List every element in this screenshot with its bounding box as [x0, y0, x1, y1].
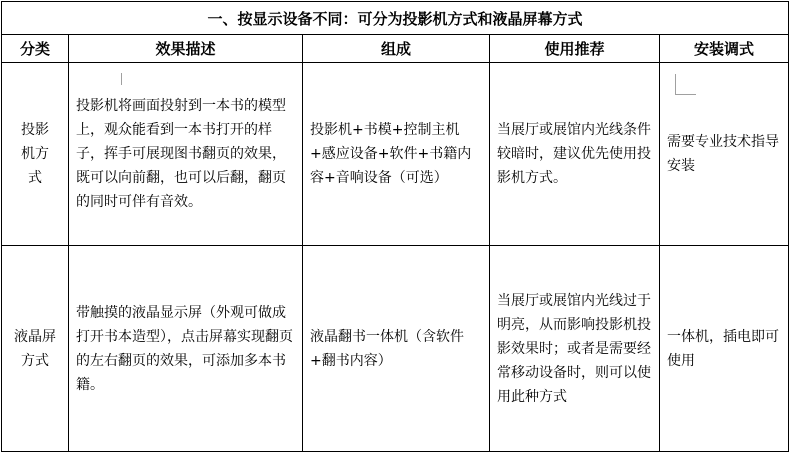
row-category: 液晶屏方式: [14, 328, 56, 369]
table-row: [2, 246, 789, 452]
paragraph-corner-mark: [675, 74, 696, 95]
row-category: 投影机方式: [21, 122, 49, 186]
text-cursor-mark: [121, 73, 122, 85]
row-installation: 需要专业技术指导安装: [660, 63, 789, 246]
row-effect: 带触摸的液晶显示屏（外观可做成打开书本造型），点击屏幕实现翻页的左右翻页的效果，可添加多本书籍。: [69, 246, 303, 452]
row-effect: 投影机将画面投射到一本书的模型上，观众能看到一本书打开的样子，挥手可展现图书翻页的效果，既可以向前翻，也可以后翻，翻页的同时可伴有音效。: [69, 63, 303, 246]
header-recommendation: 使用推荐: [490, 35, 660, 63]
header-installation: 安装调式: [660, 35, 789, 63]
row-recommendation: 当展厅或展馆内光线过于明亮，从而影响投影机投影效果时；或者是需要经常移动设备时，则可以使用此种方式: [490, 246, 660, 452]
header-effect: 效果描述: [69, 35, 303, 63]
header-composition: 组成: [303, 35, 490, 63]
row-installation: 一体机，插电即可使用: [660, 246, 789, 452]
row-recommendation: 当展厅或展馆内光线条件较暗时，建议优先使用投影机方式。: [490, 63, 660, 246]
comparison-table: [1, 1, 789, 452]
row-composition: 投影机+书模+控制主机+感应设备+软件+书籍内容+音响设备（可选）: [303, 63, 490, 246]
header-category: 分类: [2, 35, 69, 63]
table-row: [2, 63, 789, 246]
table-title: 一、按显示设备不同：可分为投影机方式和液晶屏幕方式: [2, 2, 789, 35]
row-composition: 液晶翻书一体机（含软件+翻书内容）: [303, 246, 490, 452]
